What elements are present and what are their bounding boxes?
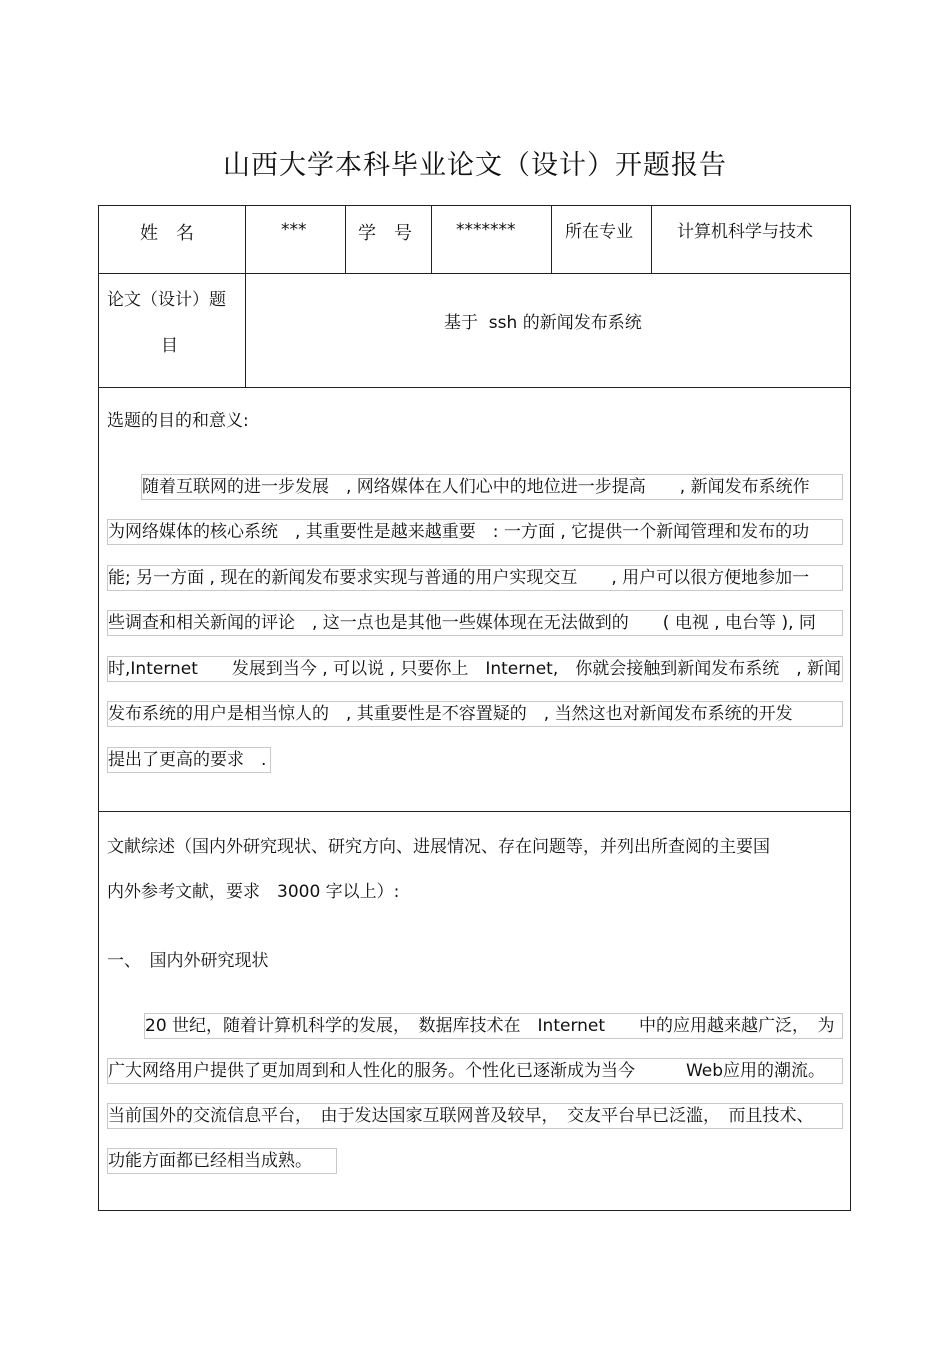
purpose-line-6: 发布系统的用户是相当惊人的 , 其重要性是不容置疑的 , 当然这也对新闻发布系统的开发 <box>107 701 843 727</box>
purpose-line-2: 为网络媒体的核心系统 , 其重要性是越来越重要 : 一方面 , 它提供一个新闻管理和发布的功 <box>107 519 843 545</box>
purpose-heading: 选题的目的和意义: <box>107 411 249 431</box>
review-line-3: 当前国外的交流信息平台， 由于发达国家互联网普及较早， 交友平台早已泛滥， 而且技术、 <box>107 1103 843 1129</box>
col-divider <box>431 206 432 273</box>
purpose-line-7: 提出了更高的要求 . <box>107 747 271 773</box>
major-value: 计算机科学与技术 <box>677 222 813 242</box>
purpose-line-4: 些调查和相关新闻的评论 , 这一点也是其他一些媒体现在无法做到的 ( 电视 , 电台等 ), 同 <box>107 610 843 636</box>
review-line-4: 功能方面都已经相当成熟。 <box>107 1148 337 1174</box>
major-label: 所在专业 <box>565 222 633 242</box>
name-label: 姓 名 <box>140 223 194 244</box>
review-heading-line2: 内外参考文献，要求 3000 字以上）: <box>107 882 400 902</box>
col-divider <box>651 206 652 273</box>
student-id-label: 学 号 <box>358 223 412 244</box>
topic-label-line1: 论文（设计）题 <box>107 290 226 310</box>
col-divider <box>245 206 246 387</box>
purpose-line-3: 能; 另一方面 , 现在的新闻发布要求实现与普通的用户实现交互 , 用户可以很方便地参加一 <box>107 565 843 591</box>
purpose-line-1: 随着互联网的进一步发展 , 网络媒体在人们心中的地位进一步提高 , 新闻发布系统作 <box>141 474 843 500</box>
topic-value: 基于 ssh 的新闻发布系统 <box>444 313 642 333</box>
review-section-title: 一、 国内外研究现状 <box>107 951 269 971</box>
review-line-1: 20 世纪，随着计算机科学的发展， 数据库技术在 Internet 中的应用越来越广泛， 为 <box>144 1013 843 1039</box>
name-value: *** <box>281 220 307 240</box>
purpose-line-5: 时,Internet 发展到当今 , 可以说 , 只要你上 Internet, 你就会接触到新闻发布系统 , 新闻 <box>107 656 843 682</box>
col-divider <box>551 206 552 273</box>
topic-label-line2: 目 <box>161 336 178 356</box>
row-divider <box>99 273 850 274</box>
page-title: 山西大学本科毕业论文（设计）开题报告 <box>223 150 727 181</box>
student-id-value: ******* <box>456 220 516 240</box>
col-divider <box>345 206 346 273</box>
row-divider <box>99 387 850 388</box>
review-heading-line1: 文献综述（国内外研究现状、研究方向、进展情况、存在问题等，并列出所查阅的主要国 <box>107 837 770 857</box>
review-line-2: 广大网络用户提供了更加周到和人性化的服务。个性化已逐渐成为当今 Web应用的潮流。 <box>107 1058 843 1084</box>
row-divider <box>99 811 850 812</box>
